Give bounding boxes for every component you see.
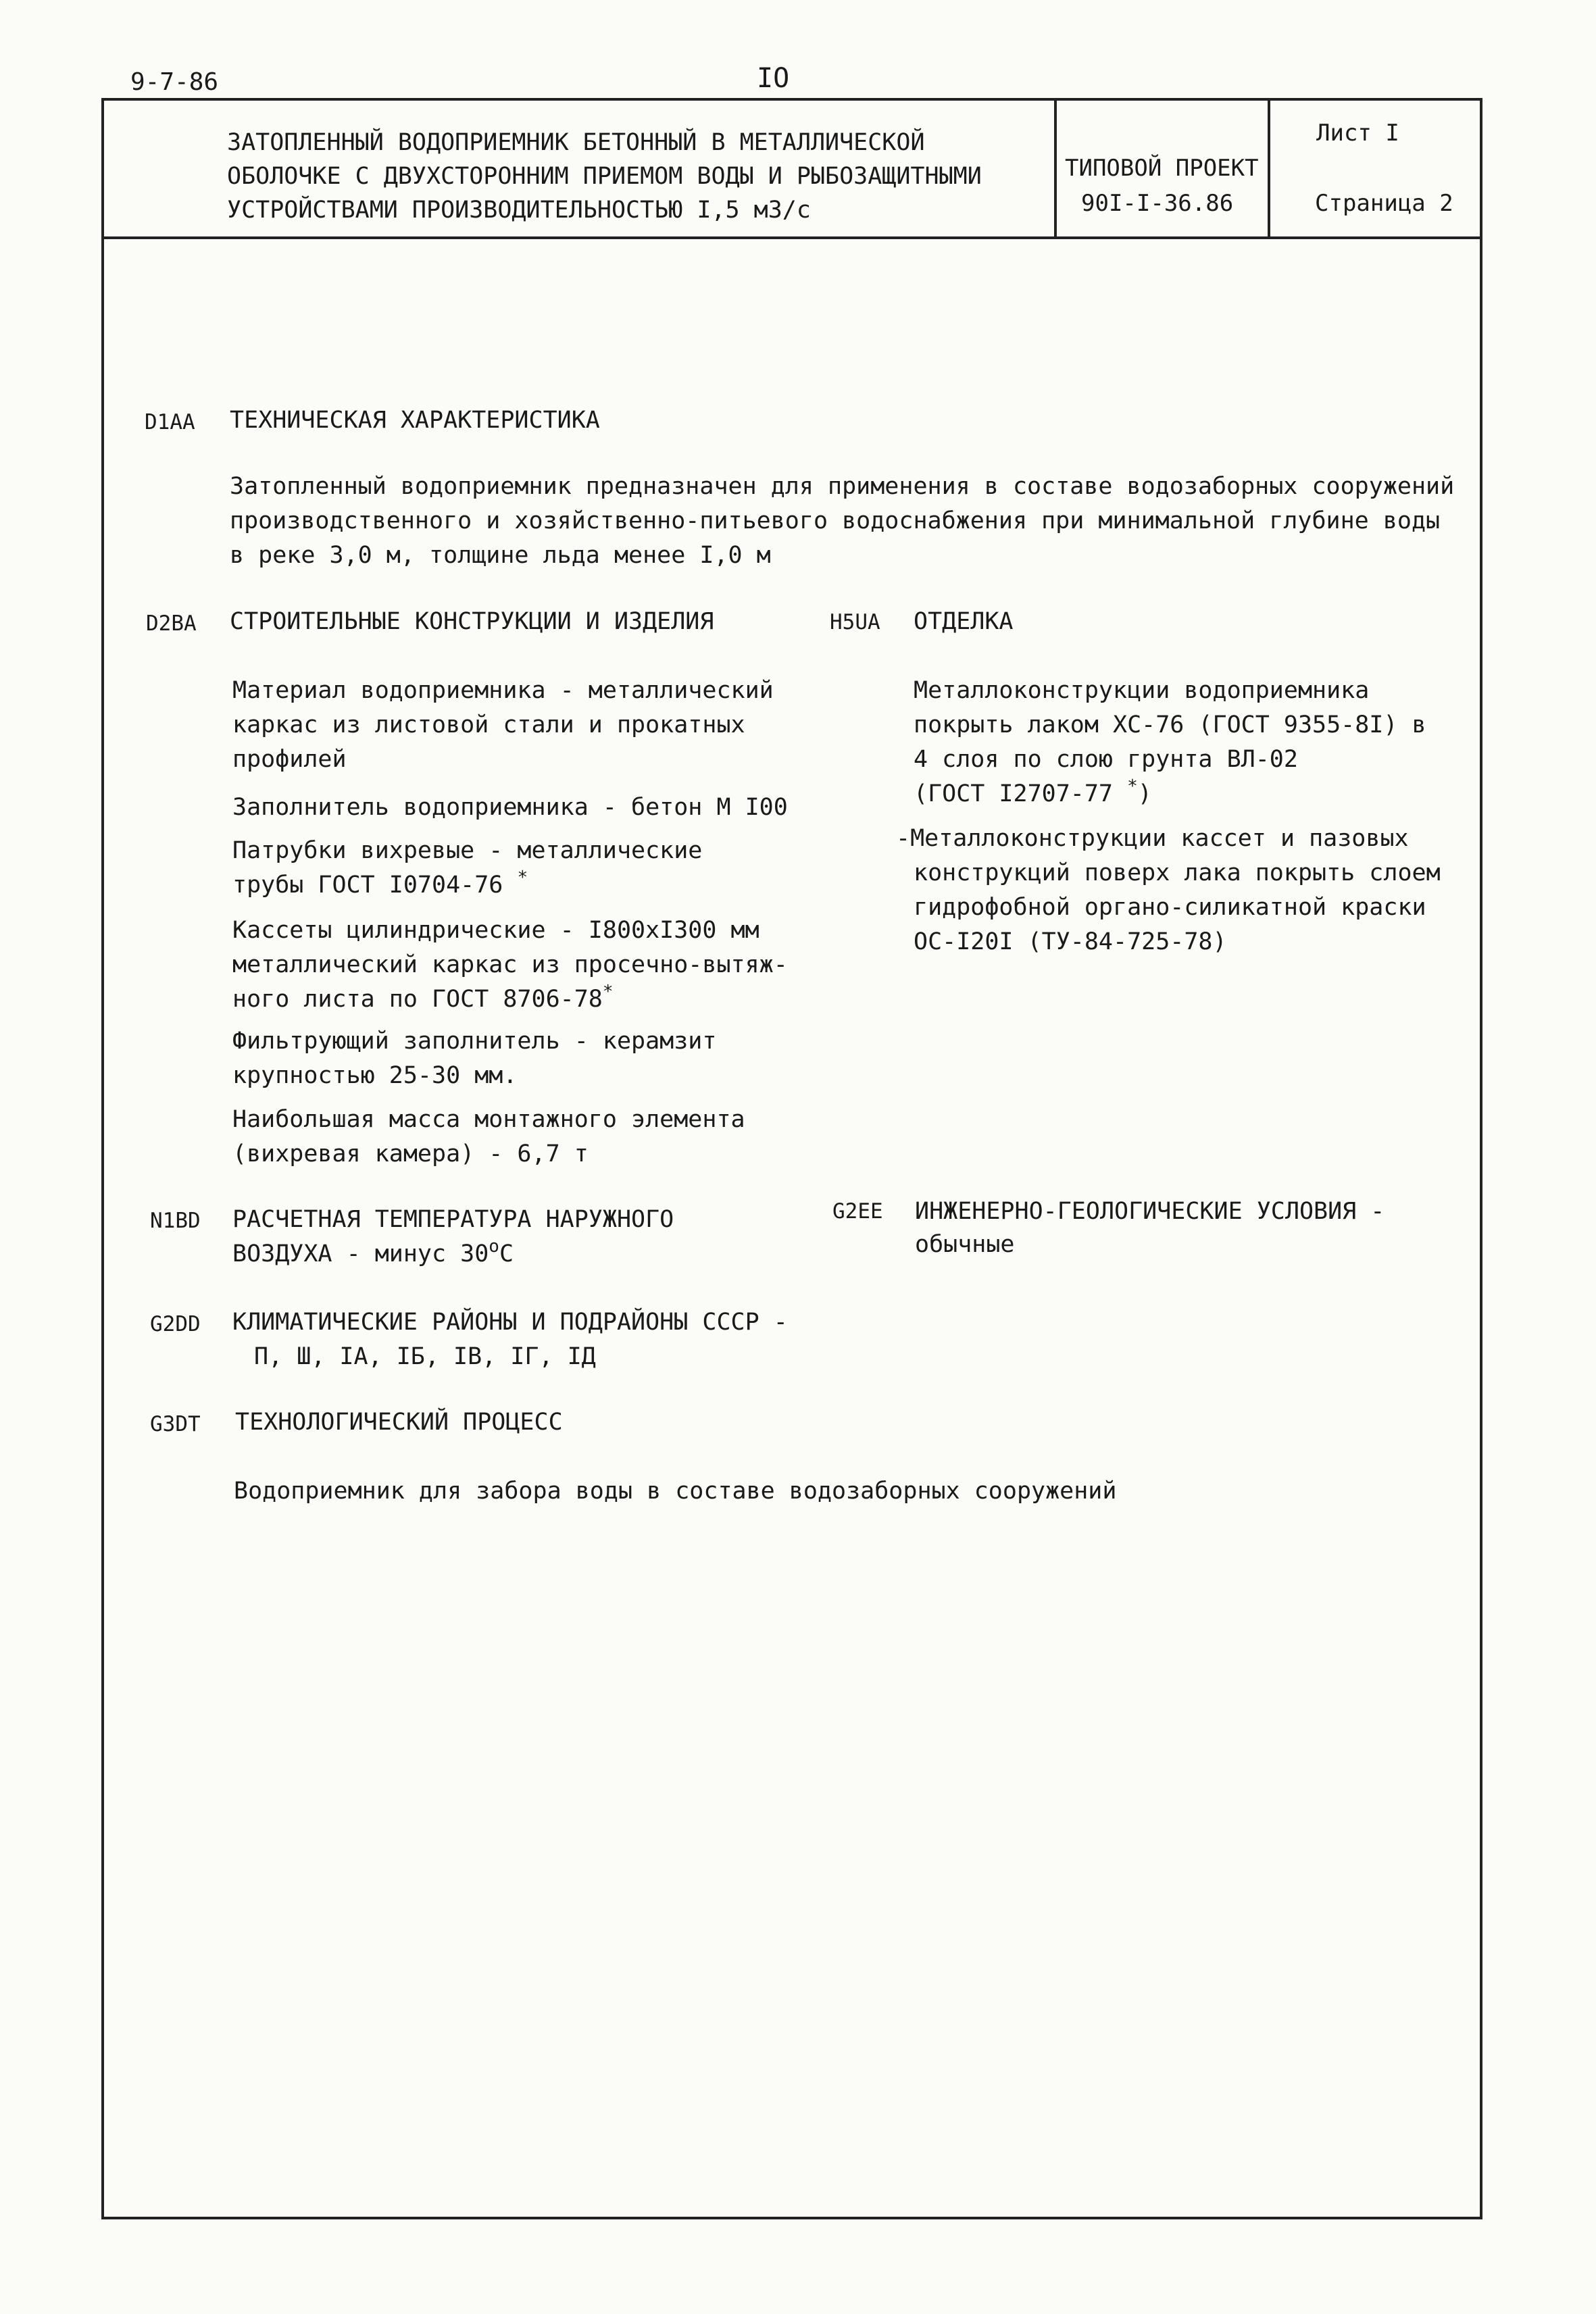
- project-number: 90I-I-36.86: [1081, 190, 1234, 217]
- section-code: N1BD: [150, 1209, 201, 1233]
- process-description: Водоприемник для забора воды в составе водозаборных сооружений: [234, 1478, 1117, 1505]
- title-block-divider-1: [1054, 98, 1057, 239]
- text-line: [914, 777, 1426, 811]
- text-line: ОС-I20I (ТУ-84-725-78): [914, 928, 1227, 955]
- text-line: Заполнитель водоприемника - бетон М I00: [232, 794, 788, 821]
- text-line: покрыть лаком ХС-76 (ГОСТ 9355-8I) в: [914, 711, 1426, 738]
- text-run: ного листа по ГОСТ 8706-78: [232, 986, 603, 1013]
- text-run: ВОЗДУХА - минус 30: [232, 1240, 489, 1267]
- text-line: Патрубки вихревые - металлические: [232, 837, 703, 864]
- sheet-number: Лист I: [1316, 120, 1399, 147]
- text-line: конструкций поверх лака покрыть слоем: [914, 859, 1441, 886]
- page-label: Страница 2: [1315, 190, 1453, 217]
- text-run: С: [499, 1240, 514, 1267]
- constructions-paragraph: [232, 1024, 716, 1093]
- section-heading-constructions: СТРОИТЕЛЬНЫЕ КОНСТРУКЦИИ И ИЗДЕЛИЯ: [230, 608, 714, 635]
- text-line: крупностью 25-30 мм.: [232, 1062, 518, 1089]
- title-line: ОБОЛОЧКЕ С ДВУХСТОРОННИМ ПРИЕМОМ ВОДЫ И РЫБОЗАЩИТНЫМИ: [227, 163, 982, 190]
- title-line: УСТРОЙСТВАМИ ПРОИЗВОДИТЕЛЬНОСТЬЮ I,5 м3/с: [227, 197, 811, 224]
- text-line: производственного и хозяйственно-питьевого водоснабжения при минимальной глубине воды: [230, 507, 1441, 534]
- section-heading-finish: ОТДЕЛКА: [914, 608, 1014, 635]
- section-heading-process: ТЕХНОЛОГИЧЕСКИЙ ПРОЦЕСС: [235, 1409, 563, 1436]
- section-heading-climate: [232, 1305, 788, 1374]
- text-line: профилей: [232, 746, 347, 773]
- title-block-name: [227, 126, 982, 227]
- asterisk: *: [1127, 776, 1138, 797]
- constructions-paragraph: [232, 674, 774, 777]
- text-line: Кассеты цилиндрические - I800xI300 мм: [232, 917, 759, 944]
- section-code: D2BA: [146, 611, 197, 636]
- text-line: КЛИМАТИЧЕСКИЕ РАЙОНЫ И ПОДРАЙОНЫ СССР -: [232, 1309, 788, 1336]
- section-code: G2DD: [150, 1312, 201, 1336]
- constructions-paragraph: [232, 913, 788, 1017]
- section-code: H5UA: [830, 610, 880, 634]
- text-line: обычные: [915, 1231, 1015, 1258]
- section-code: G2EE: [832, 1199, 883, 1224]
- text-line: (вихревая камера) - 6,7 т: [232, 1140, 589, 1167]
- section-code: G3DT: [150, 1412, 201, 1436]
- section-heading-tech: ТЕХНИЧЕСКАЯ ХАРАКТЕРИСТИКА: [230, 407, 600, 434]
- text-line: ИНЖЕНЕРНО-ГЕОЛОГИЧЕСКИЕ УСЛОВИЯ -: [915, 1198, 1385, 1225]
- project-label: ТИПОВОЙ ПРОЕКТ: [1065, 155, 1259, 182]
- text-line: металлический каркас из просечно-вытяж-: [232, 951, 788, 978]
- section-heading-temperature: [232, 1203, 674, 1272]
- text-line: -Металлоконструкции кассет и пазовых: [896, 825, 1409, 852]
- asterisk: *: [517, 867, 528, 888]
- text-run: трубы ГОСТ I0704-76: [232, 872, 503, 899]
- text-line: 4 слоя по слою грунта ВЛ-02: [914, 746, 1298, 773]
- text-run: (ГОСТ I2707-77: [914, 780, 1114, 807]
- text-line: Материал водоприемника - металлический: [232, 677, 774, 704]
- asterisk: *: [602, 982, 614, 1002]
- degree-sign: о: [489, 1236, 499, 1257]
- text-line: Наибольшая масса монтажного элемента: [232, 1106, 745, 1133]
- text-line: каркас из листовой стали и прокатных: [232, 711, 745, 738]
- text-line: [232, 1237, 674, 1272]
- section-code: D1AA: [145, 410, 195, 434]
- section-heading-geology: [915, 1194, 1385, 1260]
- text-line: РАСЧЕТНАЯ ТЕМПЕРАТУРА НАРУЖНОГО: [232, 1206, 674, 1233]
- title-line: ЗАТОПЛЕННЫЙ ВОДОПРИЕМНИК БЕТОННЫЙ В МЕТАЛЛИЧЕСКОЙ: [227, 129, 925, 156]
- text-line: [232, 868, 702, 903]
- text-run: ): [1137, 780, 1152, 807]
- finish-paragraph: [914, 674, 1426, 811]
- text-line: П, Ш, IА, IБ, IВ, IГ, IД: [254, 1343, 596, 1370]
- title-block-divider-2: [1268, 98, 1270, 239]
- finish-paragraph: [896, 822, 1441, 959]
- text-line: Фильтрующий заполнитель - керамзит: [232, 1028, 717, 1055]
- constructions-paragraph: [232, 834, 702, 903]
- constructions-paragraph: [232, 1103, 745, 1172]
- text-line: Затопленный водоприемник предназначен для применения в составе водозаборных сооружений: [230, 473, 1455, 500]
- text-line: гидрофобной органо-силикатной краски: [914, 894, 1426, 921]
- text-line: Металлоконструкции водоприемника: [914, 677, 1370, 704]
- text-line: в реке 3,0 м, толщине льда менее I,0 м: [230, 542, 771, 569]
- text-line: [232, 982, 788, 1017]
- document-date: 9-7-86: [130, 68, 219, 96]
- title-block-bottom-rule: [101, 236, 1482, 239]
- tech-description: [230, 470, 1454, 573]
- constructions-paragraph: [232, 790, 788, 825]
- page-number: IO: [757, 63, 790, 94]
